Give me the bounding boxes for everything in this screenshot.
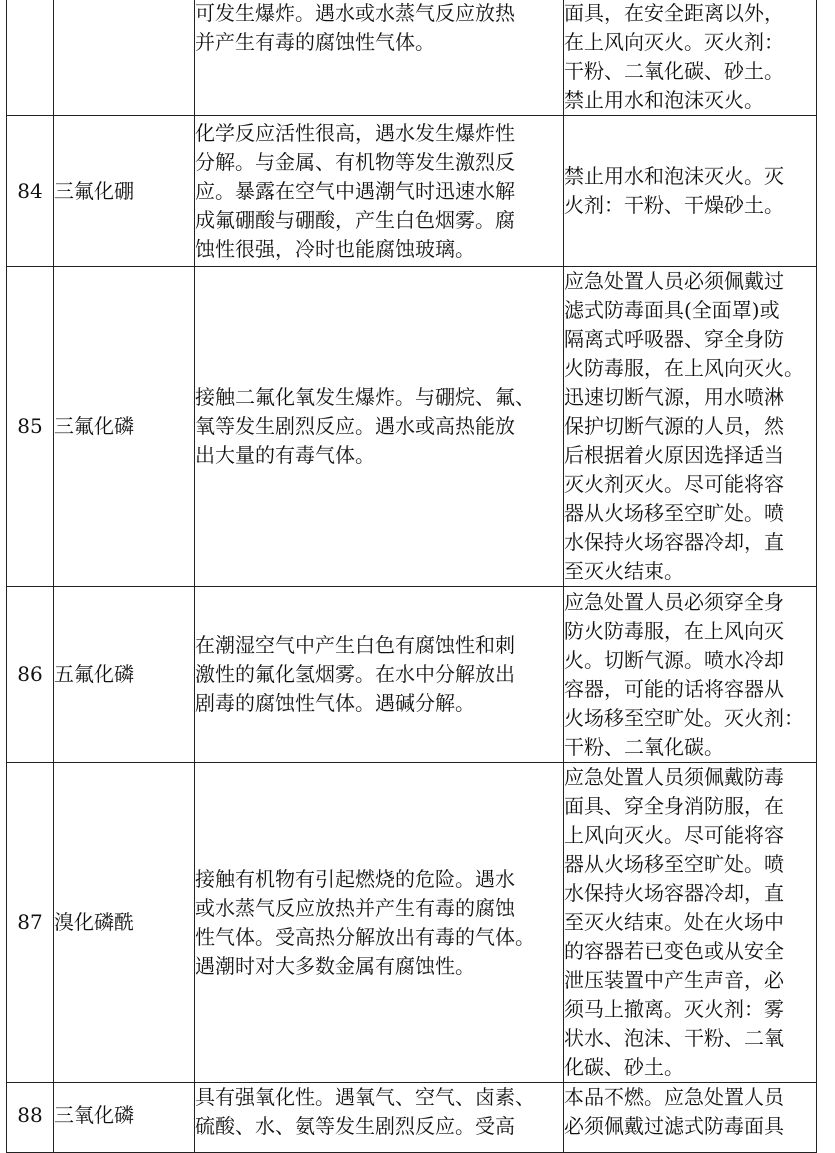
text-line: 应。暴露在空气中遇潮气时迅速水解 — [195, 178, 515, 203]
text-line: 硫酸、水、氨等发生剧烈反应。受高 — [195, 1114, 515, 1138]
text-line: 灭火剂灭火。尽可能将容 — [564, 472, 784, 496]
row-number: 88 — [7, 1083, 54, 1153]
chemical-name: 溴化磷酰 — [54, 763, 195, 1083]
text-line: 分解。与金属、有机物等发生激烈反 — [195, 149, 515, 174]
chemical-name: 三氧化磷 — [54, 1083, 195, 1153]
chemical-name: 三氟化硼 — [54, 116, 195, 267]
table-row — [7, 1083, 817, 1153]
text-line: 至灭火结束。 — [564, 559, 684, 583]
text-line: 火场移至空旷处。灭火剂： — [564, 705, 804, 730]
text-line: 的容器若已变色或从安全 — [564, 939, 784, 963]
hazard-description — [195, 267, 564, 587]
row-number: 84 — [7, 116, 54, 267]
text-line: 防火防毒服，在上风向灭 — [564, 618, 784, 643]
text-line: 器从火场移至空旷处。喷 — [564, 852, 784, 876]
hazard-description — [195, 763, 564, 1083]
hazard-description — [195, 0, 564, 116]
text-line: 火剂：干粉、干燥砂土。 — [564, 193, 784, 217]
text-line: 干粉、二氧化碳。 — [564, 734, 724, 759]
text-line: 接触有机物有引起燃烧的危险。遇水 — [195, 866, 515, 891]
firefighting-measures — [564, 587, 817, 763]
text-line: 必须佩戴过滤式防毒面具 — [564, 1114, 784, 1138]
row-number: 86 — [7, 587, 54, 763]
table-row — [7, 267, 817, 587]
text-line: 接触二氟化氧发生爆炸。与硼烷、氟、 — [195, 385, 535, 409]
text-line: 本品不燃。应急处置人员 — [564, 1085, 784, 1109]
text-line: 应急处置人员须佩戴防毒 — [564, 765, 784, 789]
text-line: 或水蒸气反应放热并产生有毒的腐蚀 — [195, 895, 515, 920]
text-line: 激性的氟化氢烟雾。在水中分解放出 — [195, 662, 515, 686]
chemical-name: 三氟化磷 — [54, 267, 195, 587]
text-line: 并产生有毒的腐蚀性气体。 — [195, 30, 435, 54]
hazard-description — [195, 1083, 564, 1153]
row-number: 85 — [7, 267, 54, 587]
text-line: 剧毒的腐蚀性气体。遇碱分解。 — [195, 691, 475, 715]
text-line: 禁止用水和泡沫灭火。 — [564, 88, 764, 112]
text-line: 应急处置人员必须穿全身 — [564, 589, 784, 614]
firefighting-measures — [564, 116, 817, 267]
text-line: 应急处置人员必须佩戴过 — [564, 269, 784, 293]
text-line: 成氟硼酸与硼酸，产生白色烟雾。腐 — [195, 207, 515, 232]
text-line: 后根据着火原因选择适当 — [564, 443, 784, 467]
text-line: 干粉、二氧化碳、砂土。 — [564, 59, 784, 83]
chemical-name — [54, 0, 195, 116]
text-line: 禁止用水和泡沫灭火。灭 — [564, 164, 784, 188]
chemical-name: 五氟化磷 — [54, 587, 195, 763]
text-line: 水保持火场容器冷却，直 — [564, 530, 784, 554]
text-line: 泄压装置中产生声音，必 — [564, 968, 784, 992]
text-line: 上风向灭火。尽可能将容 — [564, 823, 784, 847]
text-line: 保护切断气源的人员，然 — [564, 414, 784, 438]
text-line: 遇潮时对大多数金属有腐蚀性。 — [195, 953, 475, 978]
row-number: 87 — [7, 763, 54, 1083]
text-line: 氧等发生剧烈反应。遇水或高热能放 — [195, 414, 515, 438]
text-line: 在潮湿空气中产生白色有腐蚀性和刺 — [195, 633, 515, 657]
text-line: 器从火场移至空旷处。喷 — [564, 501, 784, 525]
text-line: 性气体。受高热分解放出有毒的气体。 — [195, 924, 535, 949]
text-line: 火。切断气源。喷水冷却 — [564, 647, 784, 672]
hazard-description — [195, 116, 564, 267]
text-line: 在上风向灭火。灭火剂： — [564, 30, 784, 54]
table-row — [7, 0, 817, 116]
hazard-table — [6, 0, 817, 1153]
text-line: 面具、穿全身消防服，在 — [564, 794, 784, 818]
text-line: 化学反应活性很高，遇水发生爆炸性 — [195, 120, 515, 145]
text-line: 迅速切断气源，用水喷淋 — [564, 385, 784, 409]
text-line: 面具，在安全距离以外， — [564, 1, 784, 25]
text-line: 蚀性很强，冷时也能腐蚀玻璃。 — [195, 236, 475, 261]
table-row — [7, 763, 817, 1083]
text-line: 可发生爆炸。遇水或水蒸气反应放热 — [195, 1, 515, 25]
text-line: 火防毒服，在上风向灭火。 — [564, 356, 804, 380]
text-line: 至灭火结束。处在火场中 — [564, 910, 784, 934]
table-row — [7, 587, 817, 763]
text-line: 水保持火场容器冷却，直 — [564, 881, 784, 905]
text-line: 须马上撤离。灭火剂：雾 — [564, 997, 784, 1021]
text-line: 容器，可能的话将容器从 — [564, 676, 784, 701]
table-row — [7, 116, 817, 267]
firefighting-measures — [564, 763, 817, 1083]
row-number — [7, 0, 54, 116]
text-line: 状水、泡沫、干粉、二氧 — [564, 1026, 784, 1050]
text-line: 化碳、砂土。 — [564, 1055, 684, 1079]
firefighting-measures — [564, 267, 817, 587]
text-line: 滤式防毒面具(全面罩)或 — [564, 298, 780, 322]
hazard-description — [195, 587, 564, 763]
text-line: 出大量的有毒气体。 — [195, 443, 375, 467]
firefighting-measures — [564, 0, 817, 116]
firefighting-measures — [564, 1083, 817, 1153]
text-line: 隔离式呼吸器、穿全身防 — [564, 327, 784, 351]
text-line: 具有强氧化性。遇氧气、空气、卤素、 — [195, 1085, 535, 1109]
